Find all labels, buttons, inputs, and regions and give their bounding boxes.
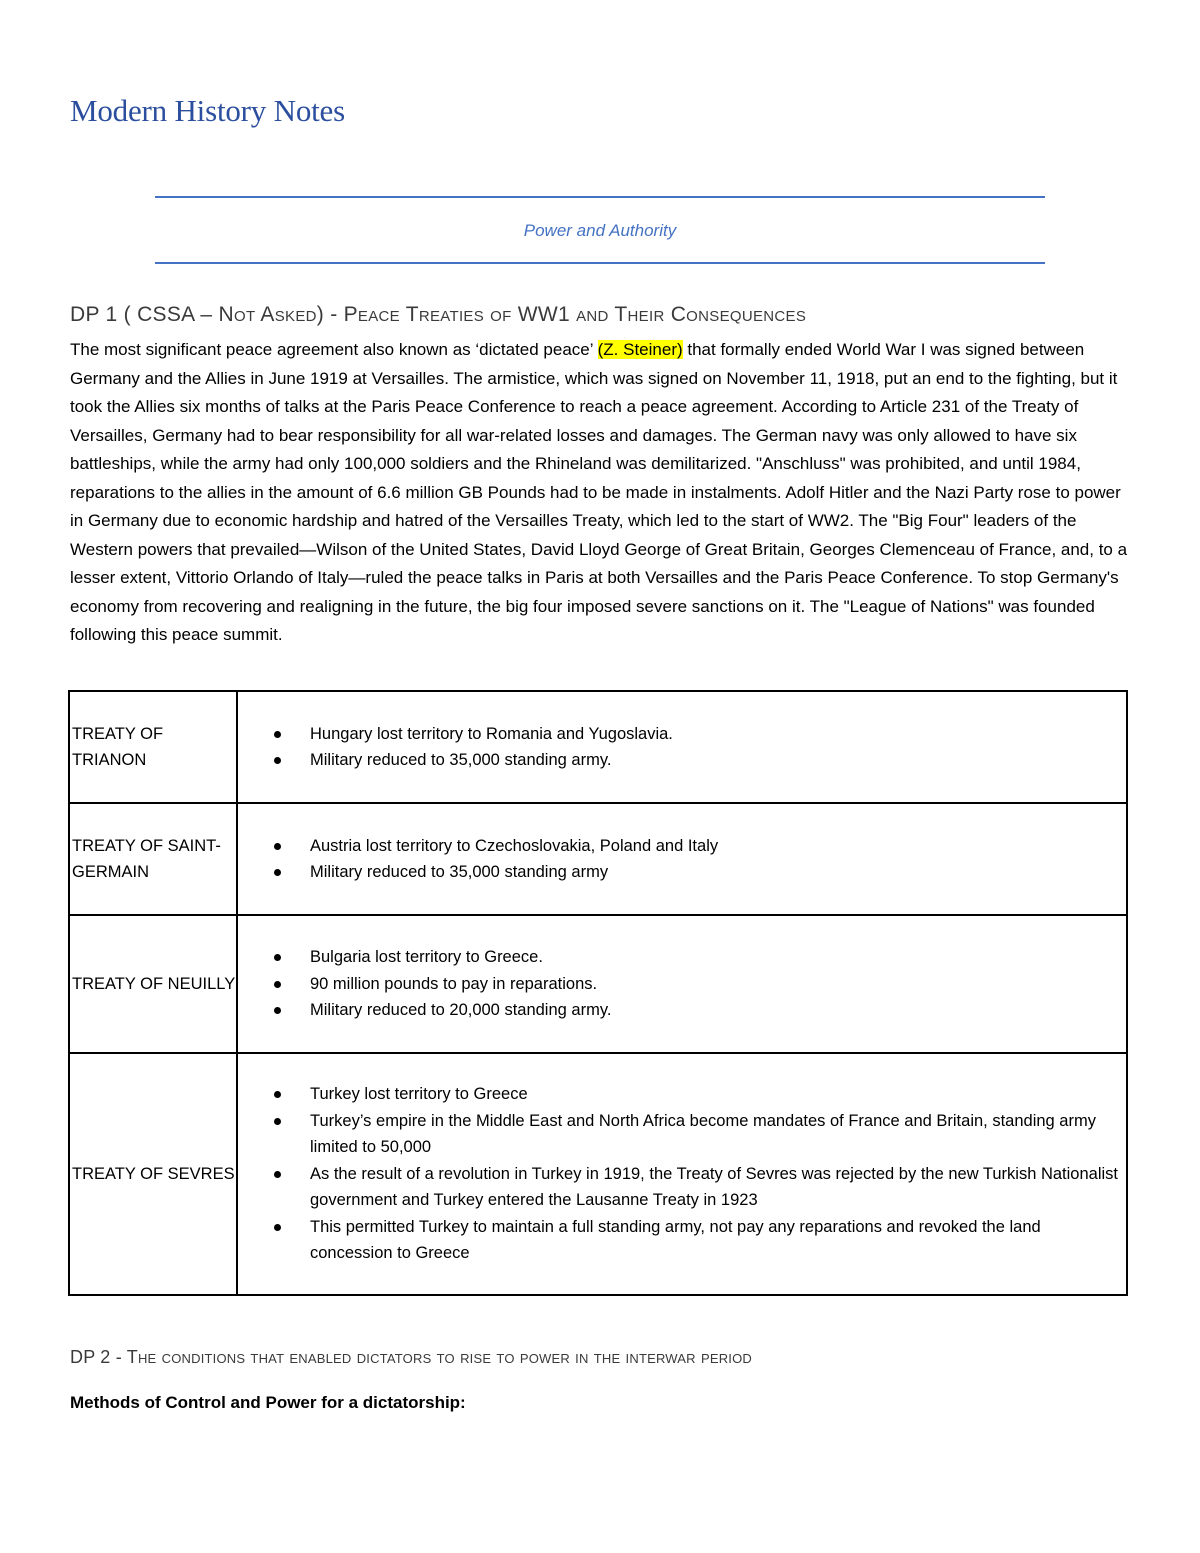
table-row xyxy=(69,915,1127,1053)
page-title: Modern History Notes xyxy=(70,93,345,128)
list-item xyxy=(274,721,1118,748)
list-item-text: Turkey’s empire in the Middle East and North Africa become mandates of France and Britain, standing army limited to 50,000 xyxy=(310,1111,1096,1157)
bullet-icon xyxy=(274,954,281,961)
treaty-points xyxy=(237,915,1127,1053)
bullet-icon xyxy=(274,1091,281,1098)
treaty-points xyxy=(237,1053,1127,1295)
bottom-divider xyxy=(155,262,1045,264)
list-item-text: Military reduced to 35,000 standing army. xyxy=(310,751,612,769)
treaty-name: TREATY OF SAINT-GERMAIN xyxy=(69,803,237,915)
list-item xyxy=(274,747,1118,774)
paragraph-text-end: that formally ended World War I was signed between Germany and the Allies in June 1919 at Versailles. The armistice, which was signed on November 11, 1918, put an end to the fighting, but it took the Allies six months of talks at the Paris Peace Conference to reach a peace agreement. According to Article 231 of the Treaty of Versailles, Germany had to bear responsibility for all war-related losses and damages. The German navy was only allowed to have six battleships, while the army had only 100,000 soldiers and the Rhineland was demilitarized. "Anschluss" was prohibited, and until 1984, reparations to the allies in the amount of 6.6 million GB Pounds had to be made in instalments. Adolf Hitler and the Nazi Party rose to power in Germany due to economic hardship and hatred of the Versailles Treaty, which led to the start of WW2. The "Big Four" leaders of the Western powers that prevailed—Wilson of the United States, David Lloyd George of Great Britain, Georges Clemenceau of France, and, to a lesser extent, Vittorio Orlando of Italy—ruled the peace talks in Paris at both Versailles and the Paris Peace Conference. To stop Germany's economy from recovering and realigning in the future, the big four imposed severe sanctions on it. The "League of Nations" was founded following this peace summit. xyxy=(70,340,1128,644)
list-item xyxy=(274,859,1118,886)
list-item-text: Bulgaria lost territory to Greece. xyxy=(310,948,543,967)
list-item xyxy=(274,971,1118,998)
table-row xyxy=(69,691,1127,803)
treaty-points xyxy=(237,803,1127,915)
highlighted-citation: (Z. Steiner) xyxy=(597,340,683,359)
bullet-icon xyxy=(274,1171,281,1178)
section1-paragraph xyxy=(70,336,1130,650)
list-item-text: Austria lost territory to Czechoslovakia, Poland and Italy xyxy=(310,836,719,855)
bullet-icon xyxy=(274,869,281,876)
page-subtitle: Power and Authority xyxy=(523,221,677,240)
paragraph-text-start: The most significant peace agreement also known as ‘dictated peace’ xyxy=(70,340,598,359)
list-item xyxy=(274,944,1118,971)
treaty-name: TREATY OF SEVRES xyxy=(69,1053,237,1295)
section1-heading: DP 1 ( CSSA – Not Asked) - Peace Treaties of WW1 and Their Consequences xyxy=(70,303,807,326)
bullet-icon xyxy=(274,1224,281,1231)
list-item xyxy=(274,1161,1118,1214)
list-item-text: Military reduced to 20,000 standing army. xyxy=(310,1001,612,1020)
bullet-icon xyxy=(274,843,281,850)
list-item-text: This permitted Turkey to maintain a full standing army, not pay any reparations and revoked the land concession to Greece xyxy=(310,1217,1041,1263)
bullet-icon xyxy=(274,757,281,764)
treaty-name: TREATY OF NEUILLY xyxy=(69,915,237,1053)
bullet-icon xyxy=(274,981,281,988)
table-row xyxy=(69,803,1127,915)
top-divider xyxy=(155,196,1045,198)
list-item-text: As the result of a revolution in Turkey in 1919, the Treaty of Sevres was rejected by the new Turkish Nationalist government and Turkey entered the Lausanne Treaty in 1923 xyxy=(310,1164,1118,1210)
table-row xyxy=(69,1053,1127,1295)
list-item xyxy=(274,1108,1118,1161)
list-item xyxy=(274,997,1118,1024)
treaties-table xyxy=(68,690,1128,1296)
treaty-points xyxy=(237,691,1127,803)
list-item-text: Turkey lost territory to Greece xyxy=(310,1085,528,1104)
list-item xyxy=(274,1214,1118,1267)
list-item xyxy=(274,833,1118,860)
section2-label: Methods of Control and Power for a dictatorship: xyxy=(70,1393,466,1412)
treaty-name: TREATY OF TRIANON xyxy=(69,691,237,803)
bullet-icon xyxy=(274,1118,281,1125)
list-item xyxy=(274,1081,1118,1108)
bullet-icon xyxy=(274,731,281,738)
bullet-icon xyxy=(274,1007,281,1014)
section2-heading: DP 2 - The conditions that enabled dictators to rise to power in the interwar period xyxy=(70,1347,752,1367)
list-item-text: Military reduced to 35,000 standing army xyxy=(310,863,609,881)
list-item-text: 90 million pounds to pay in reparations. xyxy=(310,974,598,993)
list-item-text: Hungary lost territory to Romania and Yugoslavia. xyxy=(310,724,673,743)
